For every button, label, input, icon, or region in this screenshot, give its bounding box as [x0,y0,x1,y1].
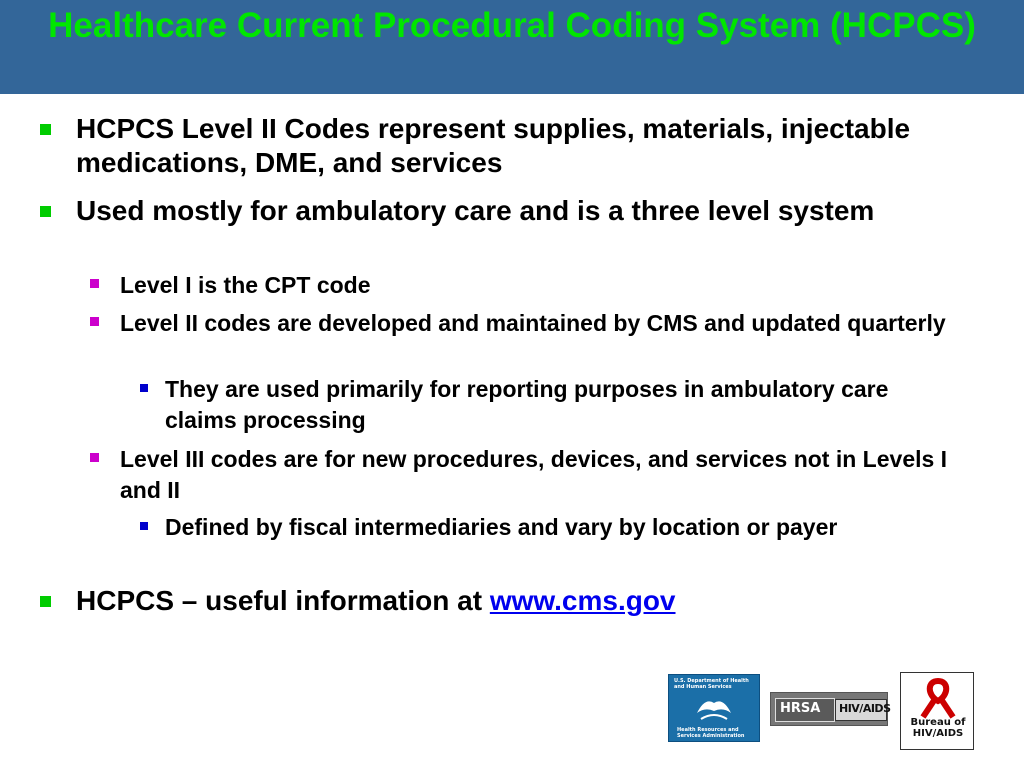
hhs-logo-text: and Human Services [674,684,732,690]
hrsa-logo [770,692,891,726]
sub-sub-bullet-item [165,512,965,543]
bullet-text: Defined by fiscal intermediaries and vary by location or payer [165,514,838,540]
bullet-text: HCPCS Level II Codes represent supplies, materials, injectable medications, DME, and services [76,113,911,178]
bullet-text: HCPCS – useful information at [76,585,490,616]
bureau-hiv-aids-logo [900,672,974,750]
bullet-item [76,112,956,180]
magenta-square-bullet-icon [90,453,99,462]
slide-title: Healthcare Current Procedural Coding System (HCPCS) [48,6,976,45]
red-awareness-ribbon-icon [919,677,957,719]
bureau-logo-text [903,717,973,739]
bureau-logo-line: HIV/AIDS [912,728,964,739]
hrsa-badge [775,698,835,722]
bullet-text: Level I is the CPT code [120,272,371,298]
hrsa-name-text: Services Administration [677,733,745,739]
sub-bullet-item [120,308,970,339]
bullet-text: Level III codes are for new procedures, devices, and services not in Levels I and II [120,446,948,503]
cms-website-link[interactable]: www.cms.gov [489,585,676,616]
bullet-text: Level II codes are developed and maintained by CMS and updated quarterly [120,310,946,336]
eagle-icon [695,693,733,723]
bullet-text: Used mostly for ambulatory care and is a three level system [76,195,875,226]
magenta-square-bullet-icon [90,317,99,326]
green-square-bullet-icon [40,596,51,607]
bullet-item [76,584,956,618]
blue-square-bullet-icon [140,384,148,392]
green-square-bullet-icon [40,124,51,135]
green-square-bullet-icon [40,206,51,217]
title-bar [0,0,1024,94]
hrsa-label: HRSA [780,701,821,716]
hiv-aids-label: HIV/AIDS [839,702,891,715]
hhs-logo-text: U.S. Department of Health [674,678,749,684]
bullet-text: They are used primarily for reporting purposes in ambulatory care claims processing [165,376,889,433]
hrsa-name-text: Health Resources and [677,727,739,733]
blue-square-bullet-icon [140,522,148,530]
sub-sub-bullet-item [165,374,965,436]
sub-bullet-item [120,270,970,301]
hiv-aids-badge [835,699,891,721]
bureau-logo-line: Bureau of [910,717,966,728]
magenta-square-bullet-icon [90,279,99,288]
sub-bullet-item [120,444,970,506]
bullet-item [76,194,956,228]
hhs-eagle-logo [668,674,760,742]
